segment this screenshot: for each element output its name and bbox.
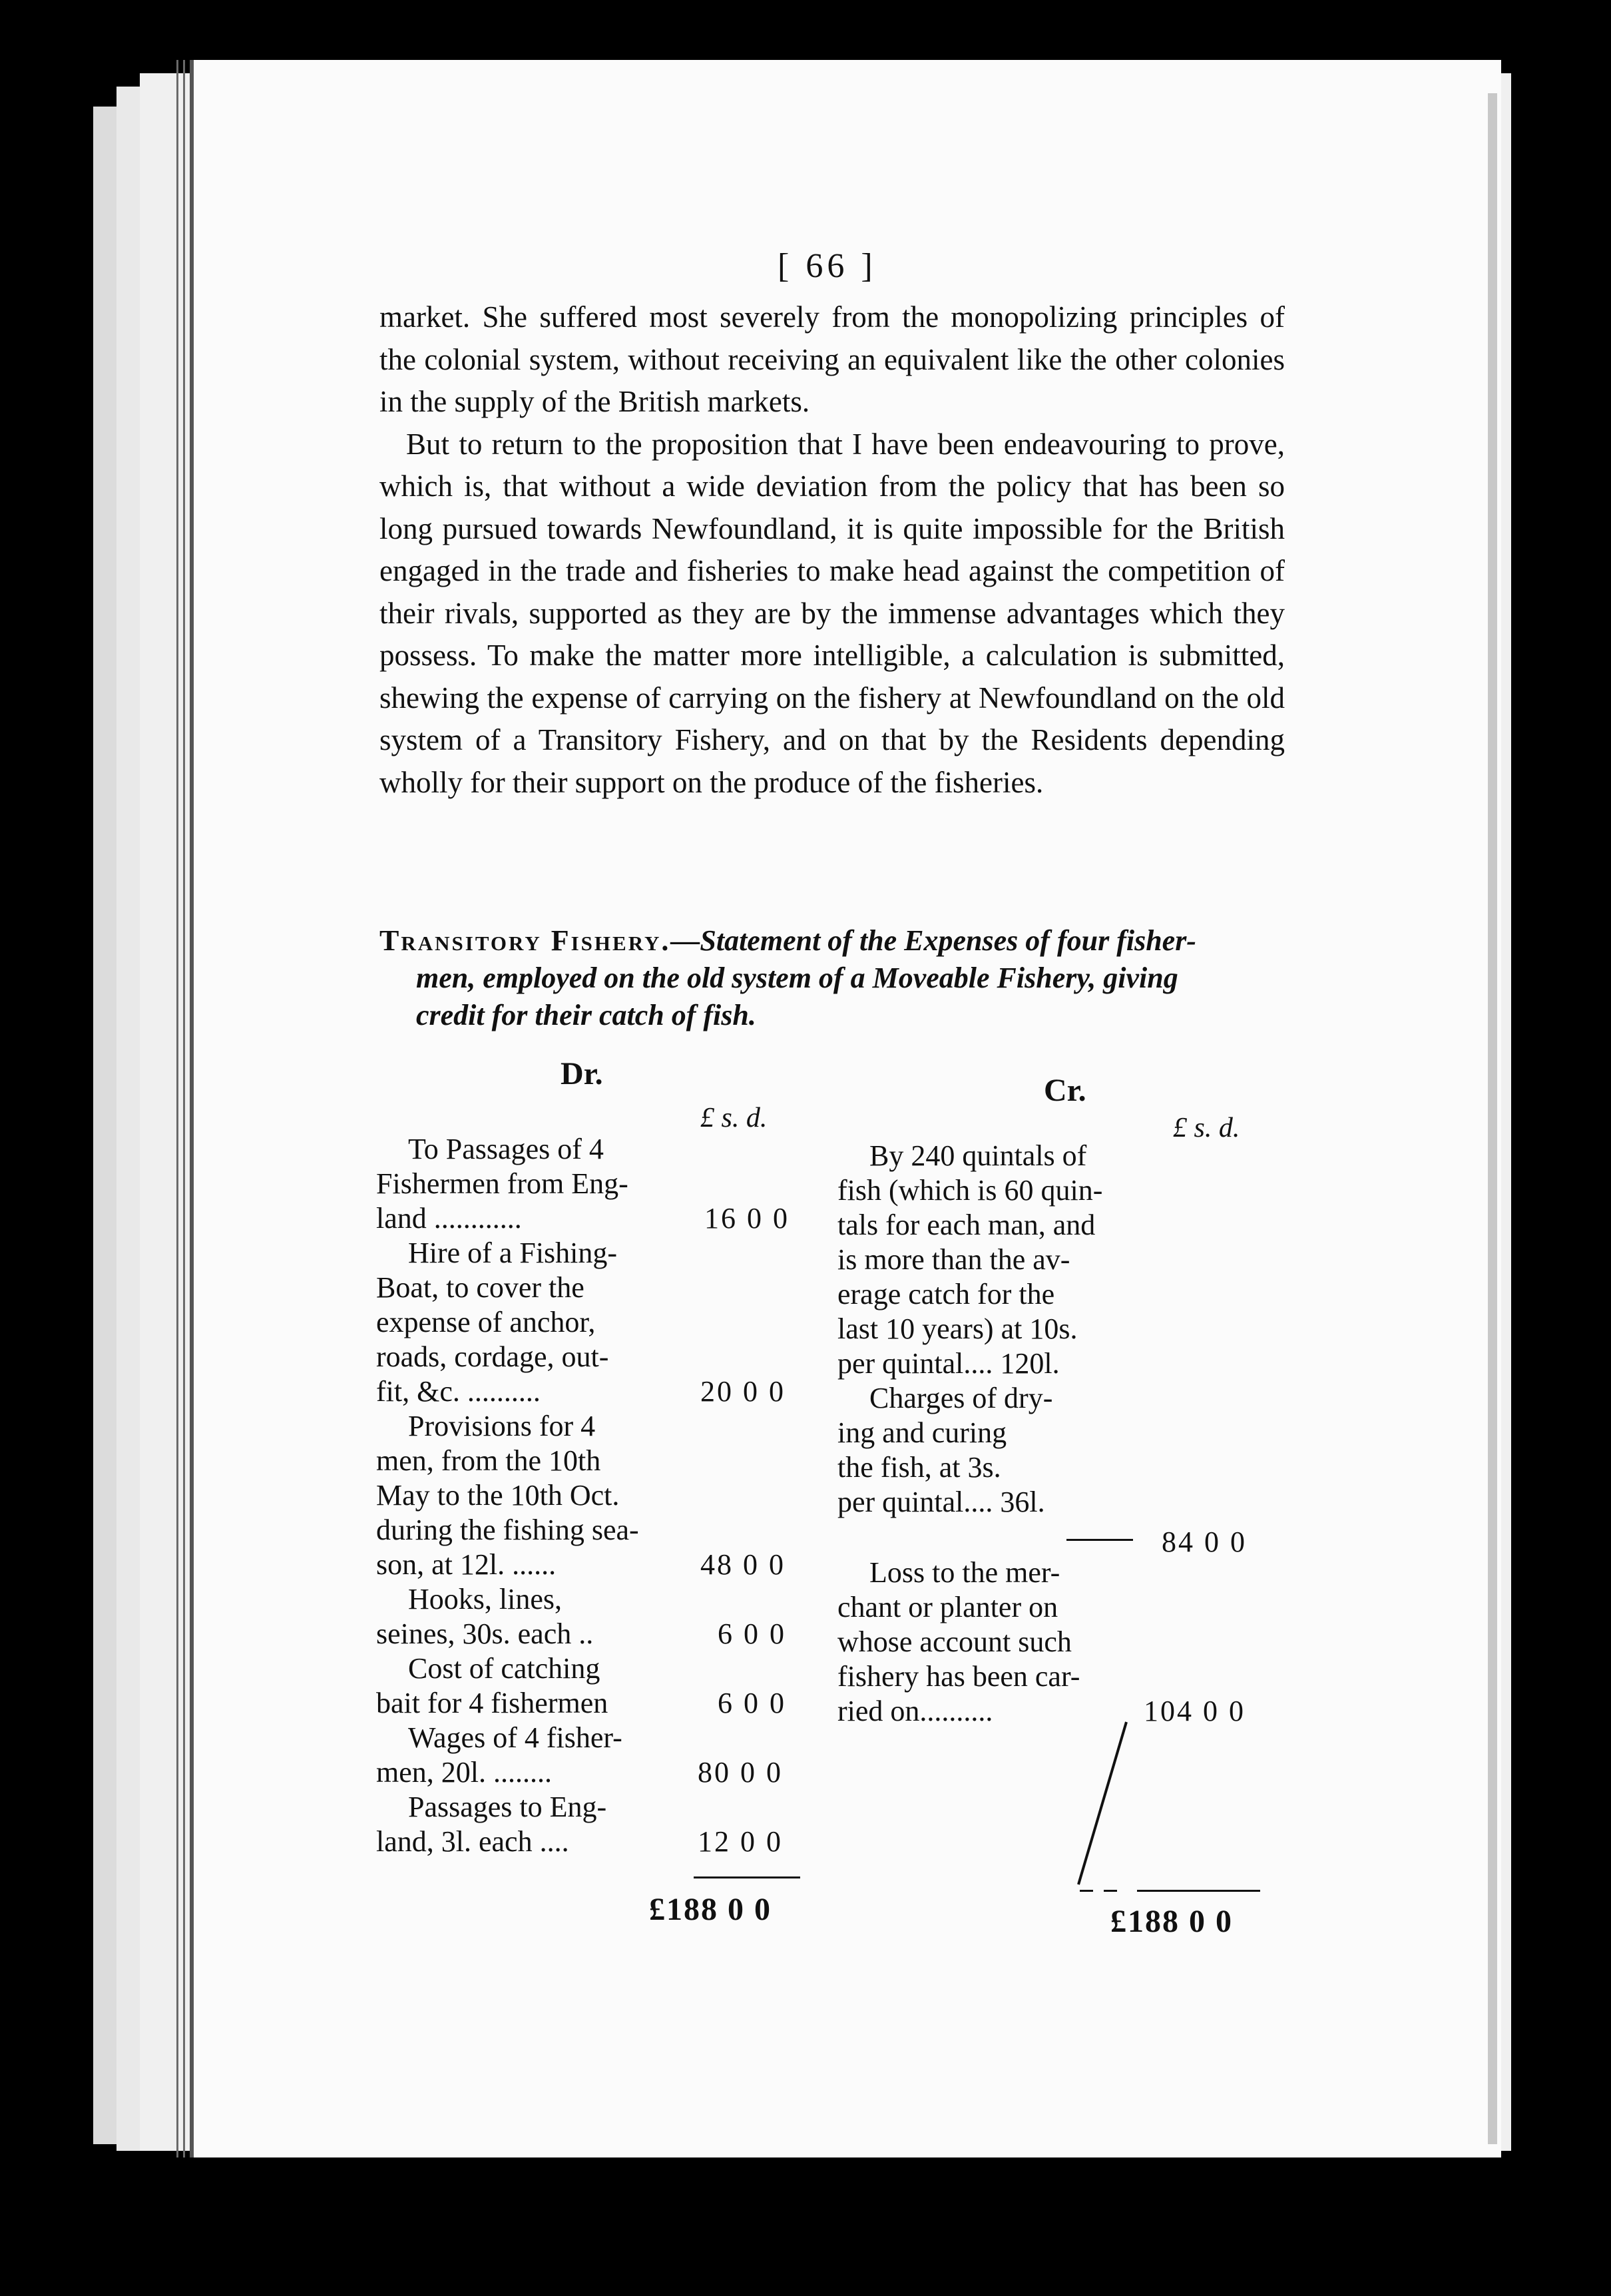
debit-amount: 16 0 0 (704, 1202, 790, 1235)
debit-header: Dr. (561, 1056, 603, 1091)
debit-amount: 80 0 0 (698, 1756, 783, 1789)
entry-line: Provisions for 4 (408, 1410, 596, 1442)
paragraph: market. She suffered most severely from the monopolizing principles of the colonial system, without receiving an equivalent like the other colonies in the supply of the British markets. (379, 300, 1285, 418)
entry-line: erage catch for the (837, 1278, 1055, 1310)
entry-line: last 10 years) at 10s. (837, 1312, 1078, 1345)
page-number: [ 66 ] (778, 247, 877, 285)
entry-line: per quintal.... 36l. (837, 1486, 1045, 1518)
entry-line: fit, &c. .......... (376, 1375, 541, 1408)
entry-line: Cost of catching (408, 1652, 600, 1685)
page-edge (1488, 93, 1497, 2144)
entry-line: per quintal.... 120l. (837, 1347, 1060, 1380)
entry-line: Charges of dry- (869, 1382, 1053, 1414)
credit-entry (837, 1556, 1144, 1729)
total-rule (694, 1876, 800, 1878)
debit-entry (376, 1132, 669, 1236)
entry-line: tals for each man, and (837, 1209, 1096, 1241)
entry-line: whose account such (837, 1625, 1072, 1658)
entry-line: Boat, to cover the (376, 1271, 584, 1304)
entry-line: bait for 4 fishermen (376, 1687, 608, 1719)
debit-amount: 12 0 0 (698, 1825, 783, 1858)
credit-amount: 84 0 0 (1162, 1526, 1247, 1558)
debit-entry (376, 1236, 669, 1409)
debit-entry (376, 1582, 669, 1651)
entry-line: Hooks, lines, (408, 1583, 562, 1615)
credit-total: £188 0 0 (1110, 1904, 1233, 1939)
entry-line: during the fishing sea- (376, 1514, 639, 1546)
entry-line: fish (which is 60 quin- (837, 1174, 1103, 1207)
debit-total: £188 0 0 (649, 1892, 772, 1927)
currency-header: £ s. d. (700, 1103, 768, 1133)
entry-line: Loss to the mer- (869, 1556, 1060, 1589)
debit-amount: 20 0 0 (700, 1375, 786, 1408)
entry-line: men, from the 10th (376, 1444, 601, 1477)
debit-entry (376, 1790, 669, 1859)
credit-entry (837, 1381, 1144, 1520)
debit-amount: 6 0 0 (718, 1687, 786, 1719)
debit-amount: 48 0 0 (700, 1548, 786, 1581)
entry-line: land ............ (376, 1202, 522, 1235)
total-rule (1137, 1890, 1260, 1892)
debit-entry (376, 1651, 669, 1721)
entry-line: son, at 12l. ...... (376, 1548, 557, 1581)
entry-line: land, 3l. each .... (376, 1825, 569, 1858)
entry-line: ing and curing (837, 1416, 1007, 1449)
heading-text: —Statement of the Expenses of four fisher- (670, 924, 1196, 957)
entry-line: Hire of a Fishing- (408, 1237, 618, 1269)
entry-line: fishery has been car- (837, 1660, 1080, 1693)
debit-entry (376, 1409, 669, 1582)
entry-line: To Passages of 4 (408, 1133, 604, 1165)
currency-header: £ s. d. (1173, 1113, 1240, 1143)
section-heading (379, 922, 1285, 1034)
entry-line: expense of anchor, (376, 1306, 596, 1338)
entry-line: seines, 30s. each .. (376, 1617, 594, 1650)
entry-line: is more than the av- (837, 1243, 1070, 1276)
dash-mark (1080, 1890, 1093, 1892)
entry-line: May to the 10th Oct. (376, 1479, 620, 1512)
heading-text: credit for their catch of fish. (416, 999, 756, 1031)
entry-line: chant or planter on (837, 1591, 1058, 1623)
gutter-line (183, 60, 185, 2157)
section-title: Transitory Fishery. (379, 924, 671, 957)
entry-line: By 240 quintals of (869, 1139, 1087, 1172)
entry-line: Wages of 4 fisher- (408, 1721, 622, 1754)
credit-amount: 104 0 0 (1144, 1695, 1246, 1727)
paragraph: But to return to the proposition that I have been endeavouring to prove, which is, that without a wide deviation from the policy that has been so long pursued towards Newfoundland, it is quite impossible for the British engaged in the trade and fisheries to make head against the competition of their rivals, supported as they are by the immense advantages which they possess. To make the matter more intelligible, a calculation is submitted, shewing the expense of carrying on the fishery at Newfoundland on the old system of a Transitory Fishery, and on that by the Residents depending wholly for their support on the produce of the fisheries. (379, 427, 1285, 799)
credit-header: Cr. (1044, 1073, 1086, 1108)
subtotal-rule (1066, 1539, 1133, 1541)
dash-mark (1104, 1890, 1117, 1892)
debit-entry (376, 1721, 669, 1790)
gutter-line (176, 60, 178, 2157)
balance-slash (1052, 1718, 1138, 1891)
entry-line: Fishermen from Eng- (376, 1167, 628, 1200)
credit-entry (837, 1139, 1144, 1381)
debit-amount: 6 0 0 (718, 1617, 786, 1650)
entry-line: Passages to Eng- (408, 1791, 607, 1823)
entry-line: men, 20l. ........ (376, 1756, 552, 1789)
entry-line: the fish, at 3s. (837, 1451, 1001, 1484)
entry-line: ried on.......... (837, 1695, 993, 1727)
entry-line: roads, cordage, out- (376, 1340, 609, 1373)
body-text (379, 296, 1285, 804)
heading-text: men, employed on the old system of a Moveable Fishery, giving (416, 962, 1178, 994)
